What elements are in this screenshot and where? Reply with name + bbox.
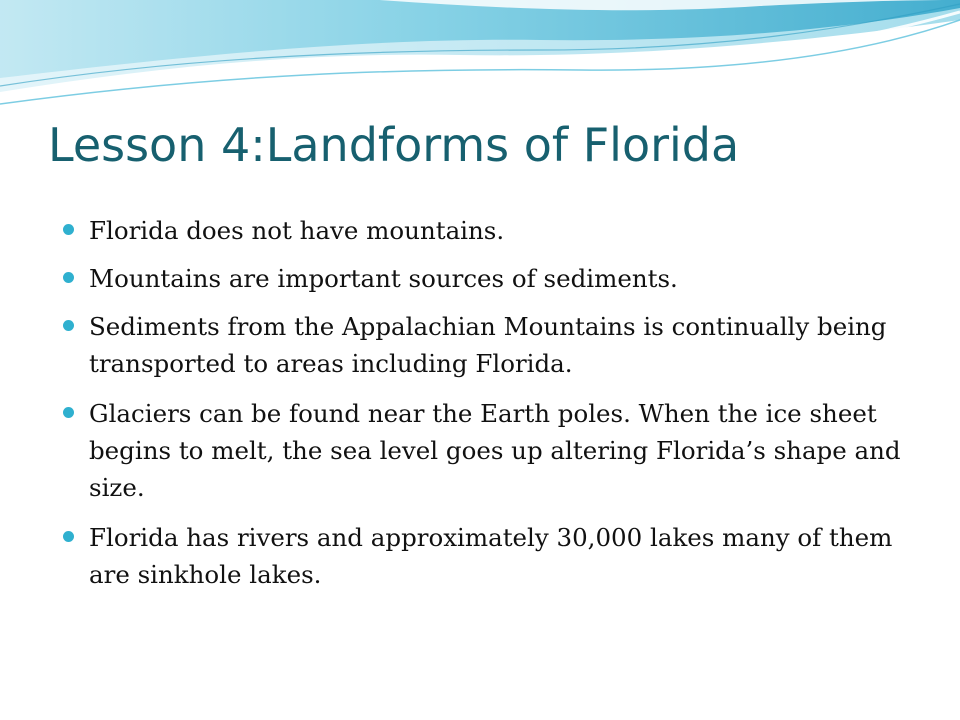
- bullet-marker-icon: [63, 224, 74, 235]
- bullet-item: [60, 308, 920, 382]
- bullet-text: Mountains are important sources of sediments.: [89, 264, 678, 293]
- bullet-item: [60, 519, 920, 593]
- bullet-text: Florida does not have mountains.: [89, 216, 505, 245]
- bullet-text: Glaciers can be found near the Earth poles. When the ice sheet begins to melt, the sea level goes up altering Florida’s shape and size.: [89, 399, 901, 502]
- bullet-text: Sediments from the Appalachian Mountains is continually being transported to areas including Florida.: [89, 312, 887, 378]
- bullet-marker-icon: [63, 272, 74, 283]
- bullet-item: [60, 395, 920, 506]
- header-wave-decoration: [0, 0, 960, 110]
- slide-title: Lesson 4:Landforms of Florida: [48, 118, 740, 172]
- bullet-marker-icon: [63, 407, 74, 418]
- bullet-item: [60, 212, 920, 249]
- bullet-list: [60, 212, 920, 604]
- bullet-item: [60, 260, 920, 297]
- bullet-text: Florida has rivers and approximately 30,000 lakes many of them are sinkhole lakes.: [89, 523, 893, 589]
- bullet-marker-icon: [63, 531, 74, 542]
- bullet-marker-icon: [63, 320, 74, 331]
